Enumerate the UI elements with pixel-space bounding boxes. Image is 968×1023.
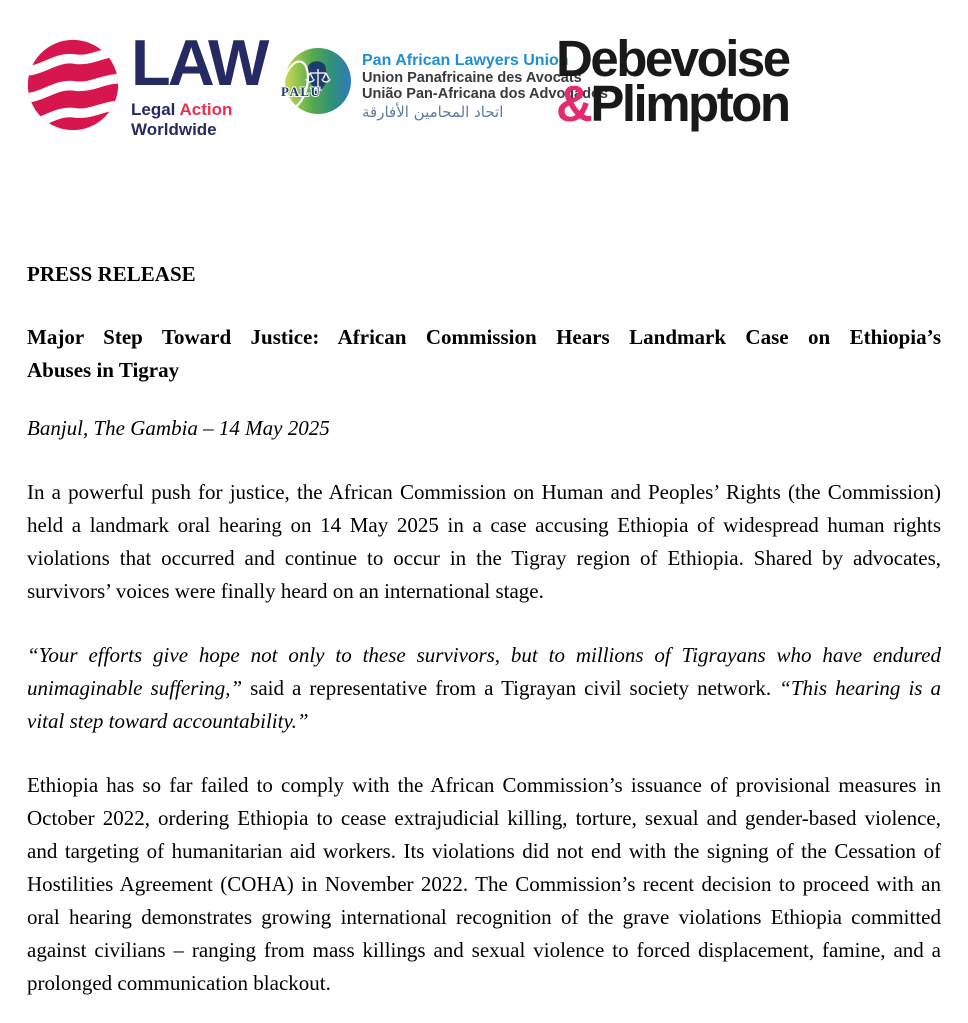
palu-name-en: Pan African Lawyers Union — [362, 52, 569, 69]
debevoise-line2: Plimpton — [590, 75, 789, 132]
paragraph-1: In a powerful push for justice, the African Commission on Human and Peoples’ Rights (the Commission) held a landmark oral hearing on 14 May 2025 in a case accusing Ethiopia of widespread human rights violations that occurred and continue to occur in the Tigray region of Ethiopia. Shared by advocates, survivors’ voices were finally heard on an international stage. — [27, 480, 941, 603]
logo-header — [0, 0, 968, 180]
law-tagline — [131, 100, 266, 140]
palu-name-fr: Union Panafricaine des Avocats — [362, 70, 582, 86]
palu-emblem-icon — [278, 44, 354, 125]
dateline: Banjul, The Gambia – 14 May 2025 — [27, 416, 330, 440]
press-release-body — [0, 258, 968, 1000]
law-logo — [131, 26, 267, 140]
debevoise-ampersand: & — [556, 75, 591, 132]
law-tagline-legal: Legal — [131, 100, 180, 119]
law-globe-icon — [25, 37, 121, 138]
kicker: PRESS RELEASE — [27, 262, 196, 286]
debevoise-logo — [556, 30, 789, 132]
law-tagline-worldwide: Worldwide — [131, 120, 217, 139]
palu-acronym: PALU — [281, 84, 322, 99]
debevoise-line1: Debevoise — [556, 30, 789, 87]
law-tagline-action: Action — [179, 100, 233, 119]
palu-name-pt: União Pan-Africana dos Advogados — [362, 86, 608, 102]
paragraph-3: Ethiopia has so far failed to comply with the African Commission’s issuance of provisional measures in October 2022, ordering Ethiopia to cease extrajudicial killing, torture, sexual and gender-based violence, and targeting of humanitarian aid workers. Its violations did not end with the signing of the Cessation of Hostilities Agreement (COHA) in November 2022. The Commission’s recent decision to proceed with an oral hearing demonstrates growing international recognition of the grave violations Ethiopia committed against civilians – ranging from mass killings and sexual violence to forced displacement, famine, and a prolonged communication blackout. — [27, 773, 941, 995]
paragraph-2: “Your efforts give hope not only to these survivors, but to millions of Tigrayans who have endured unimaginable suffering,” said a representative from a Tigrayan civil society network. “This hearing is a vital step toward accountability.” — [27, 643, 941, 733]
law-acronym: LAW — [131, 26, 267, 99]
headline-line-2: Abuses in Tigray — [27, 358, 180, 382]
headline — [27, 321, 941, 387]
headline-line-1: Major Step Toward Justice: African Commission Hears Landmark Case on Ethiopia’s — [27, 325, 941, 349]
palu-name-ar: اتحاد المحامين الأفارقة — [362, 103, 504, 121]
